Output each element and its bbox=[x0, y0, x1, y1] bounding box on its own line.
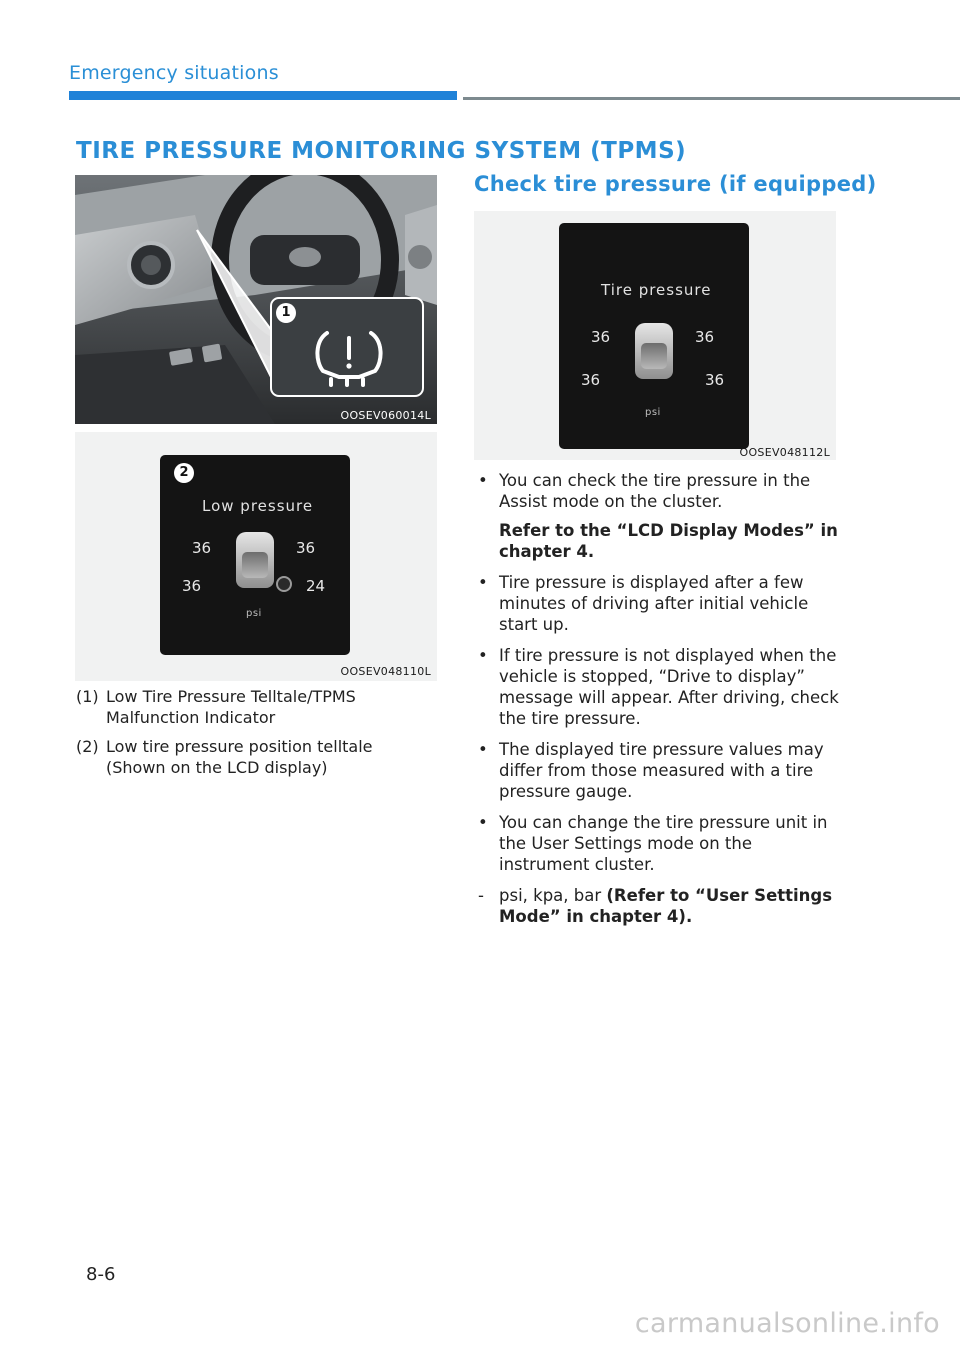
low-tire-indicator bbox=[276, 576, 292, 592]
chapter-title: Emergency situations bbox=[69, 62, 279, 84]
list-item bbox=[478, 645, 844, 729]
bullet-mark: • bbox=[478, 740, 488, 759]
tire-front-left: 36 bbox=[192, 539, 212, 557]
figure-code: OOSEV048110L bbox=[340, 665, 431, 678]
header-rule bbox=[463, 97, 960, 100]
section-title: TIRE PRESSURE MONITORING SYSTEM (TPMS) bbox=[76, 138, 687, 164]
list-item bbox=[478, 470, 844, 562]
list-item bbox=[478, 812, 844, 875]
car-icon bbox=[236, 532, 274, 588]
dash-mark: - bbox=[478, 886, 484, 905]
tire-front-left: 36 bbox=[591, 328, 611, 346]
watermark: carmanualsonline.info bbox=[634, 1308, 940, 1339]
tire-rear-right: 24 bbox=[306, 577, 326, 595]
callout-number-2: 2 bbox=[174, 463, 194, 483]
figure-code: OOSEV060014L bbox=[340, 409, 431, 422]
pressure-unit: psi bbox=[246, 608, 262, 619]
pressure-unit: psi bbox=[645, 407, 661, 418]
unit-options: psi, kpa, bar bbox=[499, 886, 607, 905]
lcd-display bbox=[559, 223, 749, 449]
lcd-title: Tire pressure bbox=[601, 281, 712, 299]
figure-code: OOSEV048112L bbox=[739, 446, 830, 459]
legend-number: (2) bbox=[76, 737, 99, 756]
bullet-list bbox=[478, 470, 844, 937]
list-item bbox=[478, 739, 844, 802]
tire-rear-left: 36 bbox=[182, 577, 202, 595]
legend-text: Low tire pressure position telltale (Shown on the LCD display) bbox=[106, 737, 373, 777]
dashboard-illustration bbox=[75, 175, 437, 424]
bullet-mark: • bbox=[478, 471, 488, 490]
bullet-text: You can change the tire pressure unit in the User Settings mode on the instrument cluster. bbox=[499, 813, 828, 874]
bullet-text: You can check the tire pressure in the Assist mode on the cluster. bbox=[499, 471, 811, 511]
car-icon bbox=[635, 323, 673, 379]
legend-text: Low Tire Pressure Telltale/TPMS Malfunction Indicator bbox=[106, 687, 356, 727]
tire-front-right: 36 bbox=[695, 328, 715, 346]
bullet-mark: • bbox=[478, 646, 488, 665]
bullet-text: Tire pressure is displayed after a few minutes of driving after initial vehicle start up. bbox=[499, 573, 809, 634]
tire-pressure-figure bbox=[474, 211, 836, 460]
low-pressure-figure bbox=[75, 432, 437, 681]
cross-reference: Refer to the “LCD Display Modes” in chapter 4. bbox=[499, 521, 838, 561]
legend-item bbox=[76, 686, 436, 730]
bullet-text: The displayed tire pressure values may differ from those measured with a tire pressure gauge. bbox=[499, 740, 824, 801]
page-number: 8-6 bbox=[86, 1264, 116, 1285]
tire-front-right: 36 bbox=[296, 539, 316, 557]
list-item bbox=[478, 885, 844, 927]
bullet-text: If tire pressure is not displayed when the vehicle is stopped, “Drive to display” message will appear. After driving, check the tire pressure. bbox=[499, 646, 839, 728]
cross-reference: (Refer to “User Settings Mode” in chapter 4). bbox=[499, 886, 833, 926]
bullet-text bbox=[499, 885, 844, 927]
lcd-title: Low pressure bbox=[202, 497, 314, 515]
legend-number: (1) bbox=[76, 687, 99, 706]
subsection-heading: Check tire pressure (if equipped) bbox=[474, 172, 877, 196]
bullet-mark: • bbox=[478, 573, 488, 592]
list-item bbox=[478, 572, 844, 635]
callout-number-1: 1 bbox=[276, 303, 296, 323]
dashboard-photo-figure bbox=[75, 175, 437, 424]
tire-rear-right: 36 bbox=[705, 371, 725, 389]
header-rule-accent bbox=[69, 91, 457, 100]
tire-rear-left: 36 bbox=[581, 371, 601, 389]
legend-item bbox=[76, 736, 436, 780]
bullet-mark: • bbox=[478, 813, 488, 832]
lcd-display bbox=[160, 455, 350, 655]
